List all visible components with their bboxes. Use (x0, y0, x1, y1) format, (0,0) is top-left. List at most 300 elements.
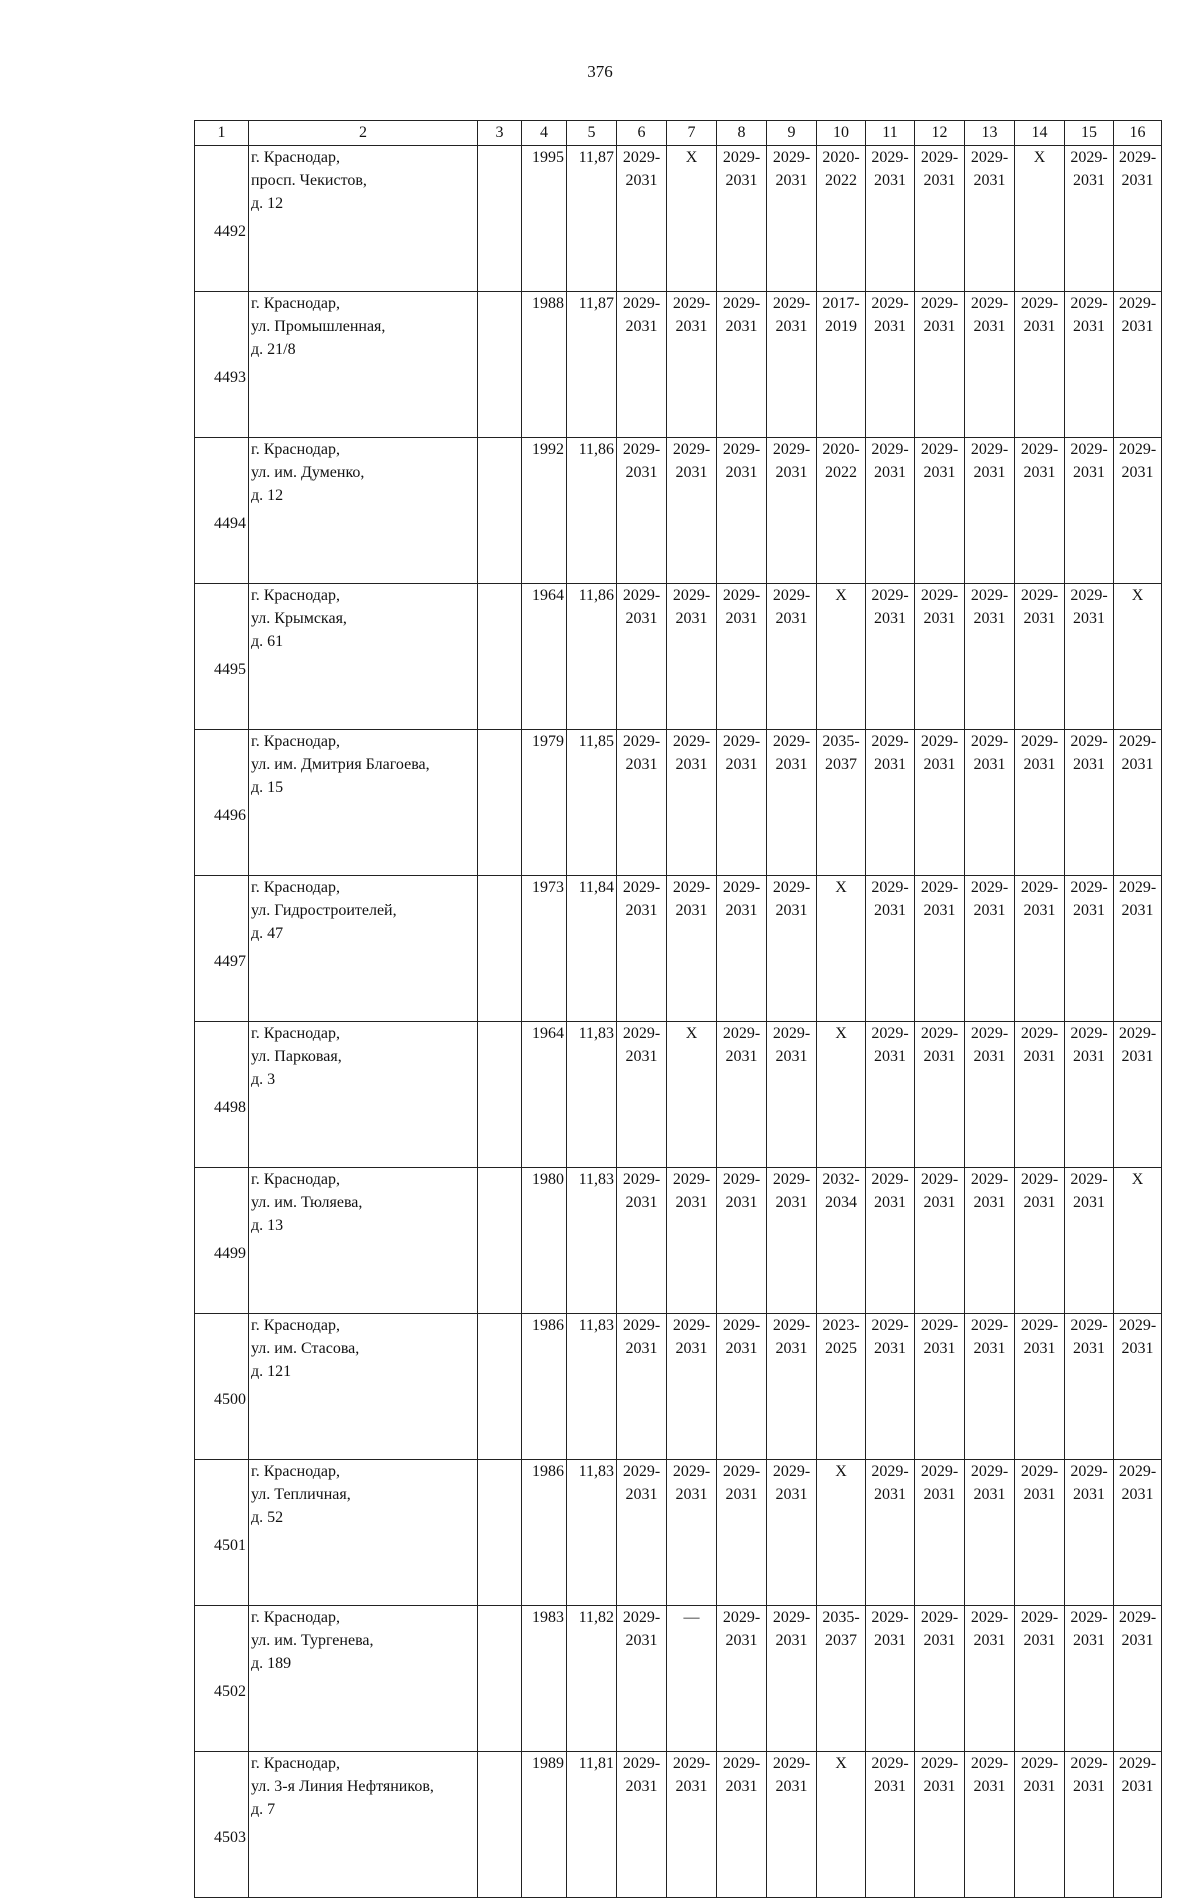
term-cell (767, 146, 817, 292)
term-cell (767, 1752, 817, 1898)
column-number-cell: 5 (567, 121, 617, 146)
term-line: 2029- (622, 295, 661, 312)
term-line: 2022 (825, 464, 857, 481)
term-line: 2029- (772, 1463, 811, 1480)
term-line: 2023- (822, 1317, 860, 1334)
address-cell (249, 438, 478, 584)
term-cell (1065, 1752, 1114, 1898)
term-line: 2031 (1073, 1194, 1105, 1211)
term-cell (1015, 876, 1065, 1022)
term-line: 2031 (1073, 318, 1105, 335)
table-row (195, 1168, 1162, 1314)
term-cell (717, 1606, 767, 1752)
term-line: 2029- (772, 295, 811, 312)
term-line: 2029- (722, 1171, 761, 1188)
address-line: г. Краснодар, (251, 295, 340, 312)
term-line: 2031 (1073, 1340, 1105, 1357)
term-line: 2029- (1070, 1025, 1108, 1042)
record-number-cell: 4502 (195, 1606, 249, 1752)
term-line: 2031 (625, 902, 658, 919)
column-number-cell: 16 (1114, 121, 1162, 146)
term-line: 2029- (871, 587, 909, 604)
column-3-cell (478, 1460, 522, 1606)
term-line: 2031 (923, 902, 956, 919)
term-line: 2031 (1023, 1778, 1056, 1795)
term-line: 2031 (675, 1486, 708, 1503)
term-line: 2029- (920, 587, 959, 604)
address-line: д. 21/8 (251, 341, 296, 358)
term-line: 2031 (874, 1778, 906, 1795)
term-cell (817, 292, 866, 438)
area-cell: 11,83 (567, 1460, 617, 1606)
term-line: 2029- (1020, 1463, 1059, 1480)
address-line: г. Краснодар, (251, 733, 340, 750)
term-line: 2031 (775, 1778, 808, 1795)
term-cell (915, 146, 965, 292)
term-line: 2029- (1070, 879, 1108, 896)
area-cell: 11,83 (567, 1168, 617, 1314)
term-cell (667, 1606, 717, 1752)
term-cell (915, 1022, 965, 1168)
address-line: ул. Гидростроителей, (251, 902, 397, 919)
column-number-row (195, 121, 1162, 146)
term-line: 2031 (973, 1048, 1006, 1065)
term-line: 2029- (871, 879, 909, 896)
term-line: 2029- (1020, 587, 1059, 604)
term-cell (1114, 876, 1162, 1022)
term-line: 2031 (725, 1778, 758, 1795)
term-cell (767, 584, 817, 730)
term-cell (1114, 1168, 1162, 1314)
term-line: 2031 (923, 318, 956, 335)
address-line: ул. Крымская, (251, 610, 347, 627)
term-cell (667, 292, 717, 438)
term-cell (767, 1606, 817, 1752)
term-line: 2031 (725, 902, 758, 919)
term-cell (667, 876, 717, 1022)
term-line: 2031 (1023, 1194, 1056, 1211)
term-line: 2031 (725, 1486, 758, 1503)
term-line: 2029- (920, 1609, 959, 1626)
term-line: 2029- (970, 1463, 1009, 1480)
term-cell (1114, 730, 1162, 876)
address-line: ул. им. Тургенева, (251, 1632, 374, 1649)
term-line: 2037 (825, 1632, 857, 1649)
area-cell: 11,85 (567, 730, 617, 876)
area-cell: 11,83 (567, 1314, 617, 1460)
term-line: 2029- (1020, 879, 1059, 896)
address-line: г. Краснодар, (251, 587, 340, 604)
term-line: 2019 (825, 318, 857, 335)
term-line: 2029- (970, 1609, 1009, 1626)
term-line: 2031 (923, 172, 956, 189)
term-line: 2029- (622, 149, 661, 166)
term-cell (1015, 1460, 1065, 1606)
term-line: 2029- (970, 1025, 1009, 1042)
term-line: 2029- (1020, 1317, 1059, 1334)
term-line: X (1131, 587, 1144, 604)
term-line: 2031 (1121, 1486, 1154, 1503)
term-line: 2031 (1121, 1048, 1154, 1065)
term-line: 2029- (1020, 441, 1059, 458)
term-line: 2031 (874, 1632, 906, 1649)
term-cell (717, 438, 767, 584)
term-line: 2031 (1073, 172, 1105, 189)
term-line: 2029- (1118, 1025, 1157, 1042)
column-3-cell (478, 1752, 522, 1898)
year-cell: 1986 (522, 1460, 567, 1606)
term-cell (866, 1752, 915, 1898)
term-line: 2029- (722, 879, 761, 896)
term-line: 2031 (973, 1340, 1006, 1357)
term-line: 2031 (973, 902, 1006, 919)
address-cell (249, 1168, 478, 1314)
year-cell: 1980 (522, 1168, 567, 1314)
term-cell (866, 1460, 915, 1606)
term-line: 2031 (1121, 1632, 1154, 1649)
term-line: 2029- (1070, 1171, 1108, 1188)
term-line: 2029- (1070, 587, 1108, 604)
term-cell (965, 876, 1015, 1022)
term-line: 2029- (672, 1755, 711, 1772)
term-cell (667, 1022, 717, 1168)
column-number-cell: 1 (195, 121, 249, 146)
address-line: ул. Промышленная, (251, 318, 386, 335)
term-line: 2029- (1118, 733, 1157, 750)
term-cell (1065, 876, 1114, 1022)
table-row (195, 730, 1162, 876)
term-line: 2031 (1023, 1340, 1056, 1357)
address-line: д. 3 (251, 1071, 276, 1088)
term-cell (1114, 584, 1162, 730)
column-3-cell (478, 584, 522, 730)
term-cell (1065, 1460, 1114, 1606)
housing-register-table (194, 120, 1162, 1898)
address-line: г. Краснодар, (251, 1463, 340, 1480)
term-line: 2029- (622, 441, 661, 458)
term-line: 2031 (1121, 756, 1154, 773)
term-cell (1114, 292, 1162, 438)
address-line: г. Краснодар, (251, 441, 340, 458)
term-cell (1065, 1022, 1114, 1168)
term-cell (866, 438, 915, 584)
term-line: 2029- (772, 1609, 811, 1626)
term-line: 2031 (1023, 1048, 1056, 1065)
year-cell: 1986 (522, 1314, 567, 1460)
term-line: 2031 (1073, 1632, 1105, 1649)
address-line: ул. им. Стасова, (251, 1340, 360, 1357)
term-line: 2031 (775, 1486, 808, 1503)
term-cell (767, 730, 817, 876)
term-line: 2029- (772, 441, 811, 458)
year-cell: 1988 (522, 292, 567, 438)
term-cell (717, 292, 767, 438)
term-cell (1114, 1460, 1162, 1606)
term-line: 2029- (970, 733, 1009, 750)
year-cell: 1992 (522, 438, 567, 584)
term-line: 2031 (725, 1048, 758, 1065)
term-cell (1114, 146, 1162, 292)
term-line: 2029- (772, 587, 811, 604)
term-line: 2029- (722, 1317, 761, 1334)
area-cell: 11,86 (567, 584, 617, 730)
address-line: г. Краснодар, (251, 1609, 340, 1626)
term-cell (717, 1752, 767, 1898)
column-3-cell (478, 1314, 522, 1460)
term-line: 2020- (822, 149, 860, 166)
term-cell (1015, 1022, 1065, 1168)
term-line: X (685, 1025, 698, 1042)
record-number-cell: 4498 (195, 1022, 249, 1168)
term-cell (965, 146, 1015, 292)
term-cell (1114, 438, 1162, 584)
term-cell (1015, 1314, 1065, 1460)
address-line: ул. им. Тюляева, (251, 1194, 363, 1211)
term-line: 2031 (675, 1778, 708, 1795)
area-cell: 11,82 (567, 1606, 617, 1752)
term-line: 2034 (825, 1194, 857, 1211)
column-3-cell (478, 1022, 522, 1168)
address-line: г. Краснодар, (251, 879, 340, 896)
term-line: — (683, 1609, 700, 1626)
term-line: 2031 (1023, 1632, 1056, 1649)
term-cell (866, 1022, 915, 1168)
term-line: 2029- (772, 149, 811, 166)
term-line: 2031 (874, 902, 906, 919)
term-cell (617, 584, 667, 730)
column-3-cell (478, 146, 522, 292)
term-line: 2031 (874, 1194, 906, 1211)
term-line: 2029- (622, 1317, 661, 1334)
column-3-cell (478, 292, 522, 438)
term-line: 2031 (973, 1778, 1006, 1795)
term-line: 2031 (1121, 1340, 1154, 1357)
term-cell (965, 1752, 1015, 1898)
term-line: 2031 (874, 756, 906, 773)
area-cell: 11,87 (567, 292, 617, 438)
term-line: 2031 (874, 1340, 906, 1357)
term-line: 2031 (775, 318, 808, 335)
term-line: 2029- (1070, 149, 1108, 166)
term-line: 2029- (1070, 1755, 1108, 1772)
term-line: 2029- (1070, 1317, 1108, 1334)
term-line: 2031 (1121, 172, 1154, 189)
term-line: 2029- (920, 1317, 959, 1334)
term-line: 2029- (1070, 733, 1108, 750)
column-number-cell: 2 (249, 121, 478, 146)
term-line: 2031 (1073, 1778, 1105, 1795)
term-line: 2031 (725, 1194, 758, 1211)
term-line: 2029- (871, 441, 909, 458)
term-cell (1065, 1314, 1114, 1460)
term-cell (617, 1606, 667, 1752)
term-line: 2031 (675, 1194, 708, 1211)
term-line: 2029- (1070, 1609, 1108, 1626)
term-line: 2031 (775, 172, 808, 189)
term-cell (617, 1752, 667, 1898)
term-line: 2029- (920, 1755, 959, 1772)
term-cell (1065, 730, 1114, 876)
record-number-cell: 4499 (195, 1168, 249, 1314)
term-cell (667, 438, 717, 584)
address-line: просп. Чекистов, (251, 172, 367, 189)
term-line: 2031 (1023, 1486, 1056, 1503)
address-line: г. Краснодар, (251, 1025, 340, 1042)
term-line: 2031 (675, 318, 708, 335)
term-line: 2029- (920, 295, 959, 312)
term-line: 2029- (1070, 441, 1108, 458)
address-line: ул. Парковая, (251, 1048, 342, 1065)
table-row (195, 876, 1162, 1022)
record-number-cell: 4496 (195, 730, 249, 876)
term-line: 2029- (871, 1171, 909, 1188)
term-cell (1114, 1606, 1162, 1752)
term-cell (817, 1606, 866, 1752)
term-line: 2035- (822, 1609, 860, 1626)
term-line: 2029- (722, 1609, 761, 1626)
term-line: 2031 (973, 172, 1006, 189)
term-line: 2029- (1070, 295, 1108, 312)
term-line: 2031 (1121, 318, 1154, 335)
term-cell (965, 438, 1015, 584)
term-cell (767, 292, 817, 438)
term-line: 2031 (923, 610, 956, 627)
table-row (195, 438, 1162, 584)
term-line: 2031 (725, 610, 758, 627)
area-cell: 11,83 (567, 1022, 617, 1168)
term-line: 2029- (970, 587, 1009, 604)
term-cell (1015, 292, 1065, 438)
term-cell (965, 1460, 1015, 1606)
term-line: 2031 (1073, 1048, 1105, 1065)
table-row (195, 1314, 1162, 1460)
term-cell (817, 1752, 866, 1898)
term-cell (717, 1168, 767, 1314)
column-number-cell: 9 (767, 121, 817, 146)
term-cell (1114, 1314, 1162, 1460)
term-cell (617, 1314, 667, 1460)
term-line: 2029- (672, 1317, 711, 1334)
term-line: X (835, 1025, 847, 1042)
term-cell (915, 1752, 965, 1898)
term-line: X (1033, 149, 1046, 166)
term-line: 2031 (675, 756, 708, 773)
table-row (195, 1460, 1162, 1606)
page-number: 376 (587, 62, 613, 81)
term-cell (915, 876, 965, 1022)
term-line: 2029- (1020, 295, 1059, 312)
record-number-cell: 4501 (195, 1460, 249, 1606)
term-line: 2029- (672, 587, 711, 604)
address-line: г. Краснодар, (251, 1171, 340, 1188)
term-line: 2025 (825, 1340, 857, 1357)
term-line: 2029- (622, 1463, 661, 1480)
term-line: 2029- (920, 879, 959, 896)
term-line: 2029- (920, 733, 959, 750)
term-line: 2031 (625, 1778, 658, 1795)
address-line: д. 12 (251, 195, 284, 212)
term-cell (667, 1168, 717, 1314)
record-number-cell: 4503 (195, 1752, 249, 1898)
term-cell (817, 1022, 866, 1168)
term-line: 2020- (822, 441, 860, 458)
term-cell (817, 730, 866, 876)
term-line: 2029- (920, 149, 959, 166)
area-cell: 11,84 (567, 876, 617, 1022)
term-line: 2029- (722, 733, 761, 750)
term-line: 2031 (625, 172, 658, 189)
term-cell (866, 1606, 915, 1752)
term-line: 2031 (1023, 756, 1056, 773)
term-cell (866, 730, 915, 876)
term-line: 2029- (772, 1755, 811, 1772)
term-line: 2029- (772, 1317, 811, 1334)
record-number-cell: 4495 (195, 584, 249, 730)
term-line: 2031 (874, 1048, 906, 1065)
term-cell (1015, 1752, 1065, 1898)
term-line: 2029- (672, 1463, 711, 1480)
term-cell (767, 1314, 817, 1460)
term-line: 2031 (775, 1194, 808, 1211)
term-line: 2031 (675, 464, 708, 481)
term-cell (817, 1168, 866, 1314)
address-line: д. 7 (251, 1801, 276, 1818)
term-cell (717, 876, 767, 1022)
term-line: 2031 (923, 1194, 956, 1211)
column-3-cell (478, 1606, 522, 1752)
term-cell (1065, 584, 1114, 730)
term-line: 2029- (772, 1171, 811, 1188)
term-line: 2029- (1118, 149, 1157, 166)
term-line: 2029- (622, 1171, 661, 1188)
term-cell (617, 438, 667, 584)
address-cell (249, 1460, 478, 1606)
term-line: 2029- (871, 149, 909, 166)
term-cell (1065, 1606, 1114, 1752)
table-row (195, 584, 1162, 730)
term-line: 2029- (970, 295, 1009, 312)
term-line: 2031 (923, 1778, 956, 1795)
term-cell (866, 1314, 915, 1460)
term-line: 2031 (625, 464, 658, 481)
term-line: 2031 (775, 610, 808, 627)
term-cell (965, 1168, 1015, 1314)
address-cell (249, 584, 478, 730)
term-line: 2029- (1118, 1755, 1157, 1772)
record-number-cell: 4497 (195, 876, 249, 1022)
term-cell (667, 1752, 717, 1898)
term-line: 2029- (722, 149, 761, 166)
record-number-cell: 4493 (195, 292, 249, 438)
term-line: 2031 (775, 902, 808, 919)
term-line: 2031 (725, 318, 758, 335)
term-cell (915, 730, 965, 876)
term-line: 2029- (970, 879, 1009, 896)
term-line: 2029- (970, 441, 1009, 458)
term-line: 2017- (822, 295, 860, 312)
address-line: д. 61 (251, 633, 284, 650)
term-line: 2031 (973, 756, 1006, 773)
term-line: 2031 (725, 464, 758, 481)
term-cell (617, 1168, 667, 1314)
term-line: 2029- (871, 1609, 909, 1626)
term-line: 2029- (722, 295, 761, 312)
year-cell: 1983 (522, 1606, 567, 1752)
term-cell (817, 146, 866, 292)
term-line: 2029- (672, 295, 711, 312)
term-line: 2035- (822, 733, 860, 750)
term-line: 2031 (1073, 1486, 1105, 1503)
